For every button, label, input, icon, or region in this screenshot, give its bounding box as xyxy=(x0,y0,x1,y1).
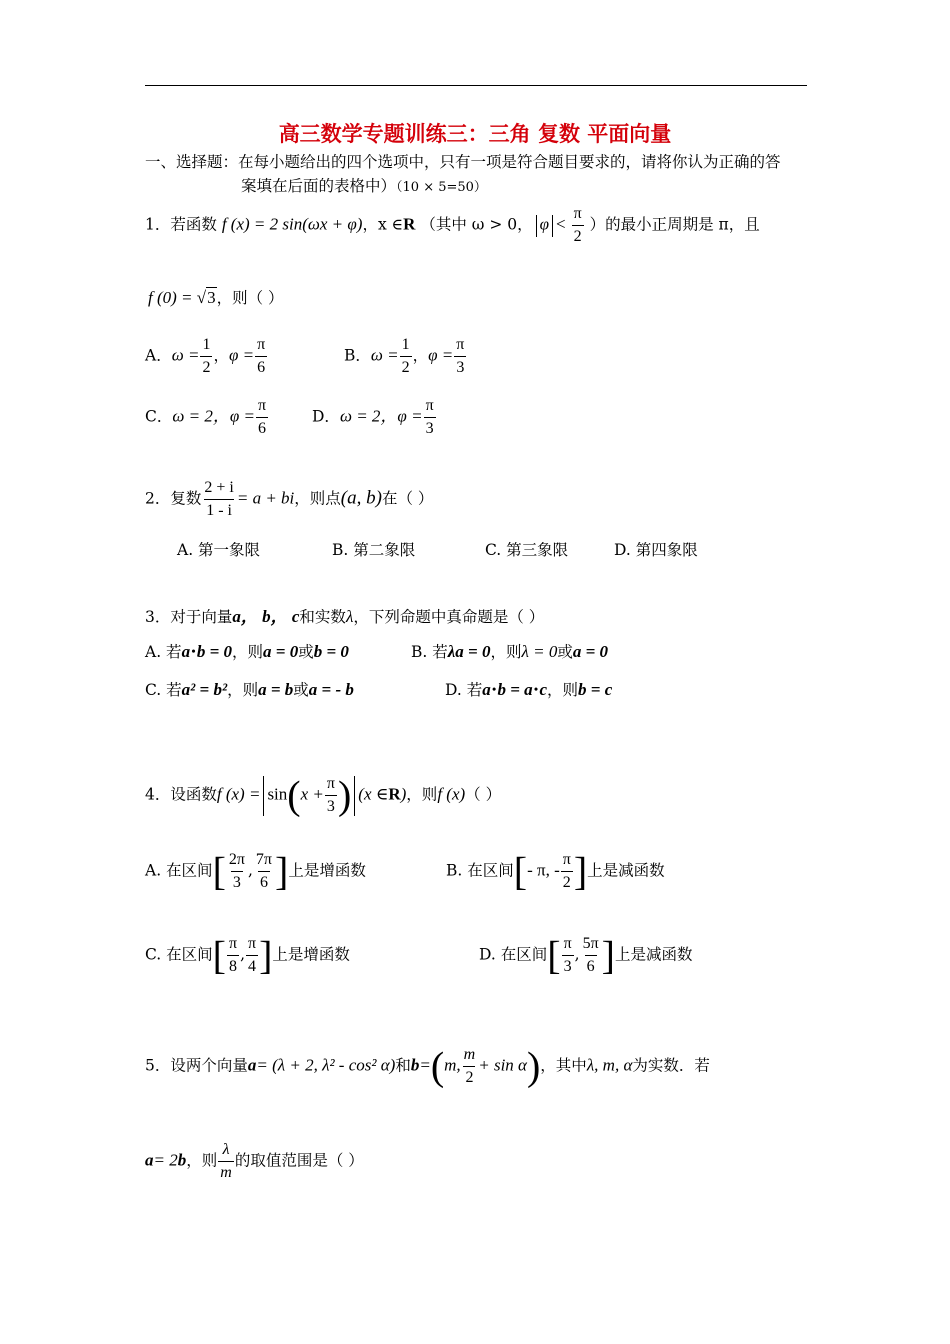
q3-b-or: 或 xyxy=(557,643,573,661)
q1-a-frac2 xyxy=(255,335,267,378)
section-instruction: 案填在后面的表格中） xyxy=(241,177,397,195)
q4-c-f2d: 4 xyxy=(246,955,258,977)
q1-phi: φ xyxy=(539,214,550,234)
q1-d-label: D． xyxy=(312,407,340,426)
q3-b-r2: a = 0 xyxy=(572,642,609,661)
q4-option-c[interactable]: C. 在区间[ $\frac{\pi}{8}$ , $\frac{\pi}{4}$ ]上是增函数 xyxy=(145,932,350,978)
q2-option-c[interactable]: C. 第三象限 xyxy=(485,541,569,559)
q4-paren: （ ） xyxy=(465,785,502,804)
question-1-line1 xyxy=(145,204,760,247)
q1-c-phi: φ = xyxy=(229,406,255,426)
question-1-line2: f (0) = √3，则（ ） xyxy=(148,288,284,307)
q5-l2-tail: 的取值范围是（ ） xyxy=(234,1151,364,1170)
q4-fx: f (x) xyxy=(437,784,466,804)
q5-l2-b: b xyxy=(177,1150,187,1170)
q3-tail: ，下列命题中真命题是（ ） xyxy=(353,608,545,626)
q3-option-a[interactable] xyxy=(145,642,349,662)
q1-a-f2d: 6 xyxy=(255,356,267,378)
q3-d-label: D. 若 xyxy=(445,681,483,699)
q1-b-label: B． xyxy=(344,346,371,365)
q5-b-fn: m xyxy=(463,1046,476,1063)
q3-c-or: 或 xyxy=(293,681,309,699)
q3-c-label: C. 若 xyxy=(145,681,182,699)
q1-a-frac1 xyxy=(200,335,212,378)
q4-c-f2n: π xyxy=(248,935,257,952)
q4-abs-right xyxy=(354,776,355,816)
q1-lt: < xyxy=(556,214,566,234)
q1-option-a[interactable] xyxy=(145,335,268,378)
question-2 xyxy=(145,478,433,521)
q4-number: 4．设函数 xyxy=(145,785,217,804)
q3-a-r2: b = 0 xyxy=(313,642,349,661)
q1-b-frac1 xyxy=(400,335,412,378)
q3-d-then: ，则 xyxy=(547,681,579,699)
q1-frac-den: 2 xyxy=(572,225,584,247)
q2-point: (a, b) xyxy=(340,487,382,509)
q4-close: ) xyxy=(400,784,407,804)
q1-c-label: C． xyxy=(145,407,173,426)
q5-vector-b: b xyxy=(410,1055,420,1075)
q5-b-tail: + sin α xyxy=(478,1055,527,1075)
q1-d-frac xyxy=(424,396,436,439)
q5-a-def: = (λ + 2, λ² - cos² α) xyxy=(256,1055,396,1075)
q1-d-omega: ω = 2， xyxy=(339,406,398,426)
q4-d-frac1 xyxy=(562,934,574,977)
q4-fraction xyxy=(325,774,337,817)
q3-b-then: ，则 xyxy=(490,643,522,661)
q4-set-r: R xyxy=(388,784,401,804)
q3-lambda: λ xyxy=(345,607,354,626)
q1-a-omega: ω = xyxy=(171,345,200,365)
q5-real: 为实数．若 xyxy=(632,1056,710,1075)
q1-b-f1d: 2 xyxy=(400,356,412,378)
q4-b-label: B. 在区间 xyxy=(446,861,514,880)
q1-a-sep: ， xyxy=(213,346,229,365)
q2-frac-num: 2 + i xyxy=(204,479,234,496)
q1-function: f (x) = 2 sin(ωx + φ) xyxy=(221,214,363,234)
q5-ratio-den: m xyxy=(218,1161,234,1183)
q1-option-d[interactable] xyxy=(312,396,437,439)
q4-option-d[interactable]: D. 在区间[ $\frac{\pi}{3}$ , $\frac{5\pi}{6}$ ]上是减函数 xyxy=(479,932,693,978)
q1-b-f1n: 1 xyxy=(401,336,410,353)
q1-c-fn: π xyxy=(258,397,267,414)
q4-a-tail: 上是增函数 xyxy=(288,861,366,880)
q3-a-label: A. 若 xyxy=(145,643,182,661)
q1-d-fn: π xyxy=(425,397,434,414)
q1-f0: f (0) = xyxy=(148,288,197,307)
q4-d-f2n: 5π xyxy=(582,935,599,952)
q4-a-label: A. 在区间 xyxy=(145,861,213,880)
q4-d-tail: 上是减函数 xyxy=(614,945,693,964)
q2-option-b[interactable]: B. 第二象限 xyxy=(332,541,416,559)
q1-d-fd: 3 xyxy=(424,417,436,439)
q4-d-frac2 xyxy=(581,934,601,977)
section-heading: 一、选择题：在每小题给出的四个选项中，只有一项是符合题目要求的，请将你认为正确的答 xyxy=(145,153,781,171)
q4-frac-den: 3 xyxy=(325,795,337,817)
q5-b-eq: = xyxy=(419,1055,431,1075)
q4-a-frac2 xyxy=(254,850,274,893)
q1-b-phi: φ = xyxy=(428,345,454,365)
q1-a-label: A． xyxy=(145,346,172,365)
q1-frac-num: π xyxy=(573,205,582,222)
q4-b-left: - π, - xyxy=(527,860,560,880)
q4-c-f1d: 8 xyxy=(227,955,239,977)
q2-option-d[interactable]: D. 第四象限 xyxy=(614,541,698,559)
q1-a-phi: φ = xyxy=(228,345,255,365)
q2-frac-den: 1 - i xyxy=(204,499,234,521)
page-title: 高三数学专题训练三：三角 复数 平面向量 xyxy=(278,121,672,146)
q3-c-r2: a = - b xyxy=(308,680,354,699)
q3-a-or: 或 xyxy=(298,643,314,661)
q4-c-f1n: π xyxy=(229,935,238,952)
q4-frac-num: π xyxy=(326,775,335,792)
q2-fraction xyxy=(202,478,235,521)
q3-c-then: ，则 xyxy=(227,681,259,699)
q4-d-f1n: π xyxy=(563,935,572,952)
q3-d-result: b = c xyxy=(578,680,613,699)
q1-d-phi: φ = xyxy=(397,406,423,426)
q3-option-c[interactable] xyxy=(145,680,354,700)
q5-number: 5．设两个向量 xyxy=(145,1056,248,1075)
q4-b-tail: 上是减函数 xyxy=(587,861,665,880)
q3-a-r1: a = 0 xyxy=(263,642,299,661)
q5-vector-a: a xyxy=(247,1055,257,1075)
q3-vectors: a， b， c xyxy=(232,607,300,626)
q1-a-f2n: π xyxy=(257,336,266,353)
q4-b-frac xyxy=(561,850,573,893)
q4-c-tail: 上是增函数 xyxy=(272,945,350,964)
q4-f: f (x) = xyxy=(216,784,261,804)
q5-l2-then: ，则 xyxy=(186,1151,218,1170)
q1-abs-right xyxy=(552,215,553,237)
q1-b-omega: ω = xyxy=(370,345,399,365)
q3-c-r1: a = b xyxy=(258,680,294,699)
q5-l2-a: a xyxy=(145,1150,154,1170)
q1-sqrt3: 3 xyxy=(207,288,216,307)
q3-a-then: ，则 xyxy=(232,643,264,661)
q1-option-c[interactable] xyxy=(145,396,269,439)
q1-prompt: ，则（ ） xyxy=(216,289,284,307)
q4-a-f2n: 7π xyxy=(255,851,272,868)
q5-b-fd: 2 xyxy=(463,1066,475,1088)
q4-sin: sin xyxy=(267,784,288,804)
q2-number: 2．复数 xyxy=(145,489,202,508)
q3-d-cond: a⋅b = a⋅c xyxy=(482,680,547,699)
q4-b-fd: 2 xyxy=(561,871,573,893)
q1-b-sep: ， xyxy=(412,346,429,365)
q4-c-frac1 xyxy=(227,934,239,977)
question-5-line2 xyxy=(145,1140,364,1183)
q4-a-f2d: 6 xyxy=(258,871,270,893)
q2-equation: = a + bi xyxy=(236,488,295,508)
q1-c-omega: ω = 2， xyxy=(172,406,230,426)
q1-cond1: ，x ∈ xyxy=(362,215,404,234)
q4-a-f1n: 2π xyxy=(228,851,245,868)
q1-cond3: ）的最小正周期是 π，且 xyxy=(589,215,760,234)
q3-c-cond: a² = b² xyxy=(181,680,228,699)
q2-tail: 在（ ） xyxy=(381,489,434,508)
q4-option-a[interactable]: A. 在区间[ $\frac{2\pi}{3}$ , $\frac{7\pi}{6}$ ]上是增函数 xyxy=(145,848,366,894)
q1-c-frac xyxy=(256,396,268,439)
q4-d-label: D. 在区间 xyxy=(479,945,548,964)
q3-a-cond: a⋅b = 0 xyxy=(181,642,233,661)
q5-ratio xyxy=(218,1140,234,1183)
q4-c-label: C. 在区间 xyxy=(145,945,213,964)
q5-b-m: m, xyxy=(444,1055,461,1075)
q5-l2-eq: = 2 xyxy=(153,1150,178,1170)
q5-ratio-num: λ xyxy=(222,1141,230,1158)
q1-b-frac2 xyxy=(454,335,466,378)
q5-where: ，其中 xyxy=(540,1056,587,1075)
q5-b-frac xyxy=(462,1045,478,1088)
q3-text: 和实数 xyxy=(299,608,346,626)
q1-cond2: （其中 ω > 0， xyxy=(420,215,533,234)
q3-option-d[interactable] xyxy=(445,680,612,700)
q1-b-f2d: 3 xyxy=(454,356,466,378)
q1-c-fd: 6 xyxy=(256,417,268,439)
q5-and: 和 xyxy=(395,1056,411,1075)
question-4: 4．设函数f (x) = sin(x + $\frac{\pi}{3}$ ) (x ∈R)，则f (x)（ ） xyxy=(145,772,502,818)
q4-x: x + xyxy=(300,784,324,804)
top-rule xyxy=(145,85,807,86)
q4-abs-left xyxy=(263,776,264,816)
q3-b-r1: λ = 0 xyxy=(521,642,558,661)
q5-vars: λ, m, α xyxy=(586,1055,633,1075)
q3-b-label: B. 若 xyxy=(411,643,448,661)
q2-text: ，则点 xyxy=(294,489,341,508)
q4-b-fn: π xyxy=(562,851,571,868)
section-score: （10 × 5=50） xyxy=(396,180,487,195)
q1-option-b[interactable] xyxy=(344,335,467,378)
question-3 xyxy=(145,607,544,627)
q4-a-frac1 xyxy=(227,850,247,893)
q4-c-frac2 xyxy=(246,934,258,977)
q1-a-f1d: 2 xyxy=(200,356,212,378)
q1-b-f2n: π xyxy=(456,336,465,353)
q1-abs-left xyxy=(536,215,537,237)
q3-number: 3．对于向量 xyxy=(145,608,233,626)
section-heading-cont xyxy=(241,176,487,198)
q4-d-f1d: 3 xyxy=(562,955,574,977)
q4-d-f2d: 6 xyxy=(585,955,597,977)
q3-option-b[interactable] xyxy=(411,642,608,662)
q3-b-cond: λa = 0 xyxy=(447,642,491,661)
q4-option-b[interactable]: B. 在区间[- π, - $\frac{\pi}{2}$ ]上是减函数 xyxy=(446,848,665,894)
q4-then: ，则 xyxy=(406,785,438,804)
q1-fraction xyxy=(572,204,584,247)
q1-number: 1．若函数 xyxy=(145,215,217,234)
q4-a-f1d: 3 xyxy=(231,871,243,893)
q1-a-f1n: 1 xyxy=(202,336,211,353)
q1-set-r: R xyxy=(403,214,416,234)
question-5: 5．设两个向量a= (λ + 2, λ² - cos² α)和b=(m, $\frac{m}{2}$ + sin α)，其中λ, m, α为实数．若 xyxy=(145,1043,710,1089)
q2-option-a[interactable]: A. 第一象限 xyxy=(177,541,261,559)
q4-domain: (x ∈ xyxy=(358,784,389,804)
